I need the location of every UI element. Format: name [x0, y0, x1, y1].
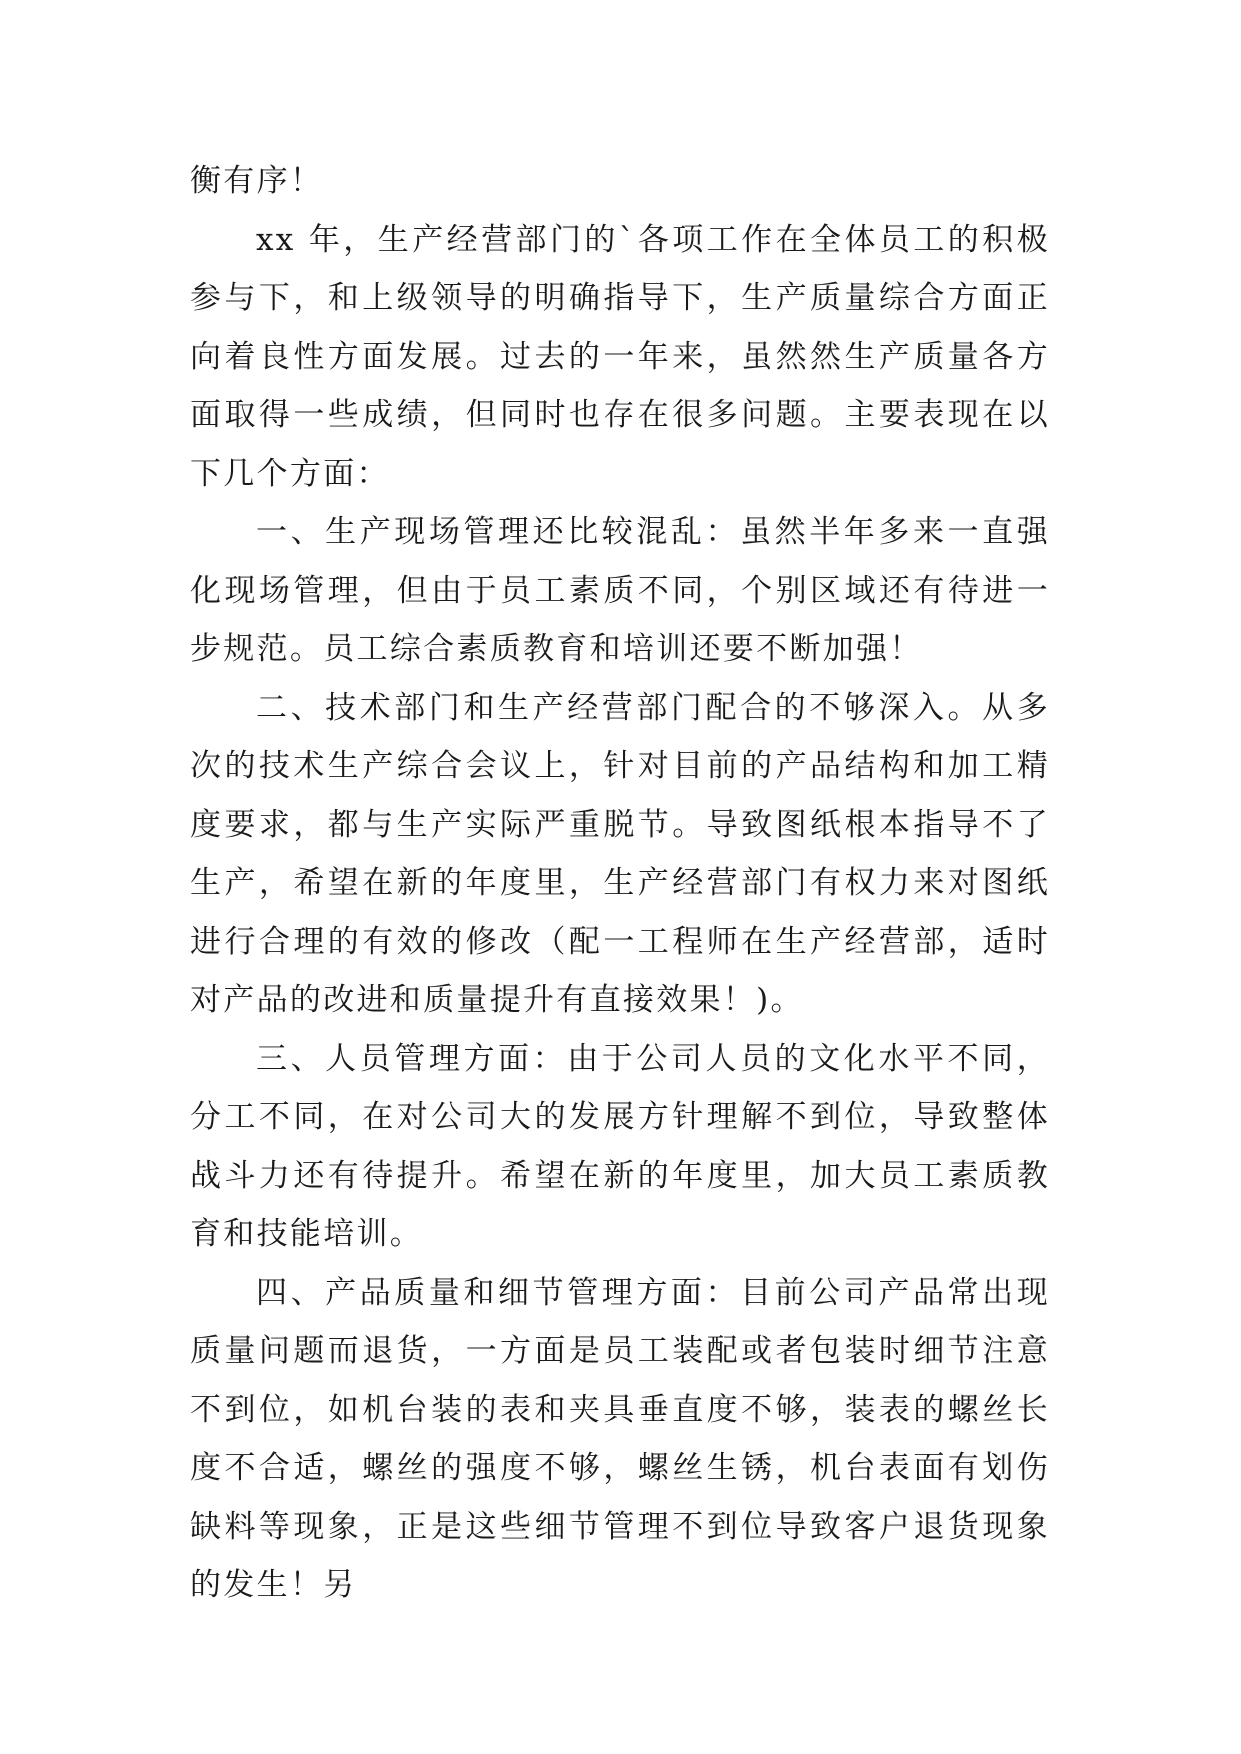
paragraph-item-3: 三、人员管理方面：由于公司人员的文化水平不同，分工不同，在对公司大的发展方针理解不到位，导致整体战斗力还有待提升。希望在新的年度里，加大员工素质教育和技能培训。 [190, 1040, 1050, 1252]
paragraph-intro: xx 年，生产经营部门的`各项工作在全体员工的积极参与下，和上级领导的明确指导下，生产质量综合方面正向着良性方面发展。过去的一年来，虽然然生产质量各方面取得一些成绩，但同时也存在很多问题。主要表现在以下几个方面： [190, 221, 1050, 492]
document-body [190, 152, 1050, 1615]
paragraph-item-4: 四、产品质量和细节管理方面：目前公司产品常出现质量问题而退货，一方面是员工装配或者包装时细节注意不到位，如机台装的表和夹具垂直度不够，装表的螺丝长度不合适，螺丝的强度不够，螺丝生锈，机台表面有划伤缺料等现象，正是这些细节管理不到位导致客户退货现象的发生！另 [190, 1274, 1050, 1603]
paragraph-item-2: 二、技术部门和生产经营部门配合的不够深入。从多次的技术生产综合会议上，针对目前的产品结构和加工精度要求，都与生产实际严重脱节。导致图纸根本指导不了生产，希望在新的年度里，生产经营部门有权力来对图纸进行合理的有效的修改（配一工程师在生产经营部，适时对产品的改进和质量提升有直接效果！)。 [190, 689, 1050, 1018]
paragraph-continuation: 衡有序！ [190, 163, 324, 199]
paragraph-item-1: 一、生产现场管理还比较混乱：虽然半年多来一直强化现场管理，但由于员工素质不同，个别区域还有待进一步规范。员工综合素质教育和培训还要不断加强！ [190, 514, 1050, 667]
